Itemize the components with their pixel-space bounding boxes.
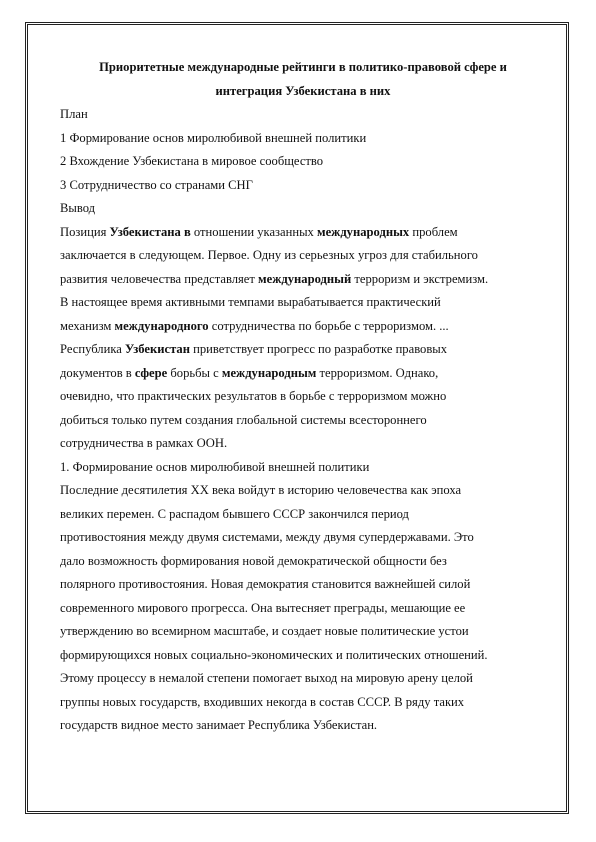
paragraph-2-line-11: государств видное место занимает Республика Узбекистан.: [60, 718, 378, 732]
paragraph-2-line-3: противостояния между двумя системами, между двумя супердержавами. Это: [60, 530, 474, 544]
plan-item-1: 1 Формирование основ миролюбивой внешней политики: [60, 130, 367, 145]
paragraph-1-line-9: добиться только путем создания глобальной системы всестороннего: [60, 412, 427, 427]
paragraph-1-line-6: [60, 338, 546, 362]
conclusion-label: Вывод: [60, 201, 96, 215]
text-run: терроризмом. Однако,: [316, 365, 439, 380]
highlight-run: международным: [221, 365, 317, 380]
text-run: Республика: [60, 342, 125, 356]
text-run: борьбы с: [167, 365, 222, 380]
paragraph-2-line-6: современного мирового прогресса. Она вытесняет преграды, мешающие ее: [60, 600, 466, 615]
paragraph-2-line-10: группы новых государств, входивших некогда в состав СССР. В ряду таких: [60, 694, 465, 709]
text-run: отношении указанных: [190, 224, 318, 239]
paragraph-2-line-1: Последние десятилетия XX века войдут в историю человечества как эпоха: [60, 483, 462, 497]
paragraph-2-line-7: утверждению во всемирном масштабе, и создает новые политические устои: [60, 624, 469, 638]
document-body: [60, 56, 546, 738]
text-run: сотрудничества по борьбе с терроризмом. ...: [208, 318, 449, 333]
paragraph-1-line-2: заключается в следующем. Первое. Одну из серьезных угроз для стабильного: [60, 248, 478, 262]
paragraph-1-line-5: [60, 315, 546, 339]
highlight-run: международных: [317, 224, 410, 239]
paragraph-1-line-7: [60, 362, 546, 386]
highlight-run: Узбекистан: [125, 342, 190, 356]
paragraph-1-line-8: очевидно, что практических результатов в борьбе с терроризмом можно: [60, 389, 447, 403]
paragraph-1-line-1: [60, 221, 546, 245]
text-run: механизм: [60, 318, 115, 333]
document-title-line-2: интеграция Узбекистана в них: [215, 83, 391, 98]
paragraph-2-line-8: формирующихся новых социально-экономических и политических отношений.: [60, 647, 488, 662]
document-title-line-1: Приоритетные международные рейтинги в политико-правовой сфере и: [99, 60, 507, 74]
plan-item-2: 2 Вхождение Узбекистана в мировое сообщество: [60, 154, 324, 168]
text-run: развития человечества представляет: [60, 271, 259, 286]
text-run: терроризм и экстремизм.: [351, 271, 489, 286]
highlight-run: международного: [114, 318, 209, 333]
highlight-run: Узбекистана в: [109, 224, 191, 239]
text-run: документов в: [60, 365, 135, 380]
plan-label: План: [60, 107, 88, 121]
paragraph-2-line-4: дало возможность формирования новой демократической общности без: [60, 553, 447, 568]
paragraph-2-line-5: полярного противостояния. Новая демократия становится важнейшей силой: [60, 577, 471, 591]
text-run: приветствует прогресс по разработке правовых: [190, 342, 448, 356]
paragraph-1-line-4: В настоящее время активными темпами вырабатывается практический: [60, 295, 441, 309]
highlight-run: международный: [258, 271, 352, 286]
paragraph-1-line-10: сотрудничества в рамках ООН.: [60, 436, 228, 450]
text-run: Позиция: [60, 224, 110, 239]
text-run: проблем: [409, 224, 458, 239]
paragraph-2-line-2: великих перемен. С распадом бывшего СССР закончился период: [60, 506, 409, 521]
highlight-run: сфере: [134, 365, 168, 380]
paragraph-2-line-9: Этому процессу в немалой степени помогает выход на мировую арену целой: [60, 671, 473, 685]
section-1-heading: 1. Формирование основ миролюбивой внешней политики: [60, 459, 370, 474]
plan-item-3: 3 Сотрудничество со странами СНГ: [60, 177, 253, 192]
paragraph-1-line-3: [60, 268, 546, 292]
